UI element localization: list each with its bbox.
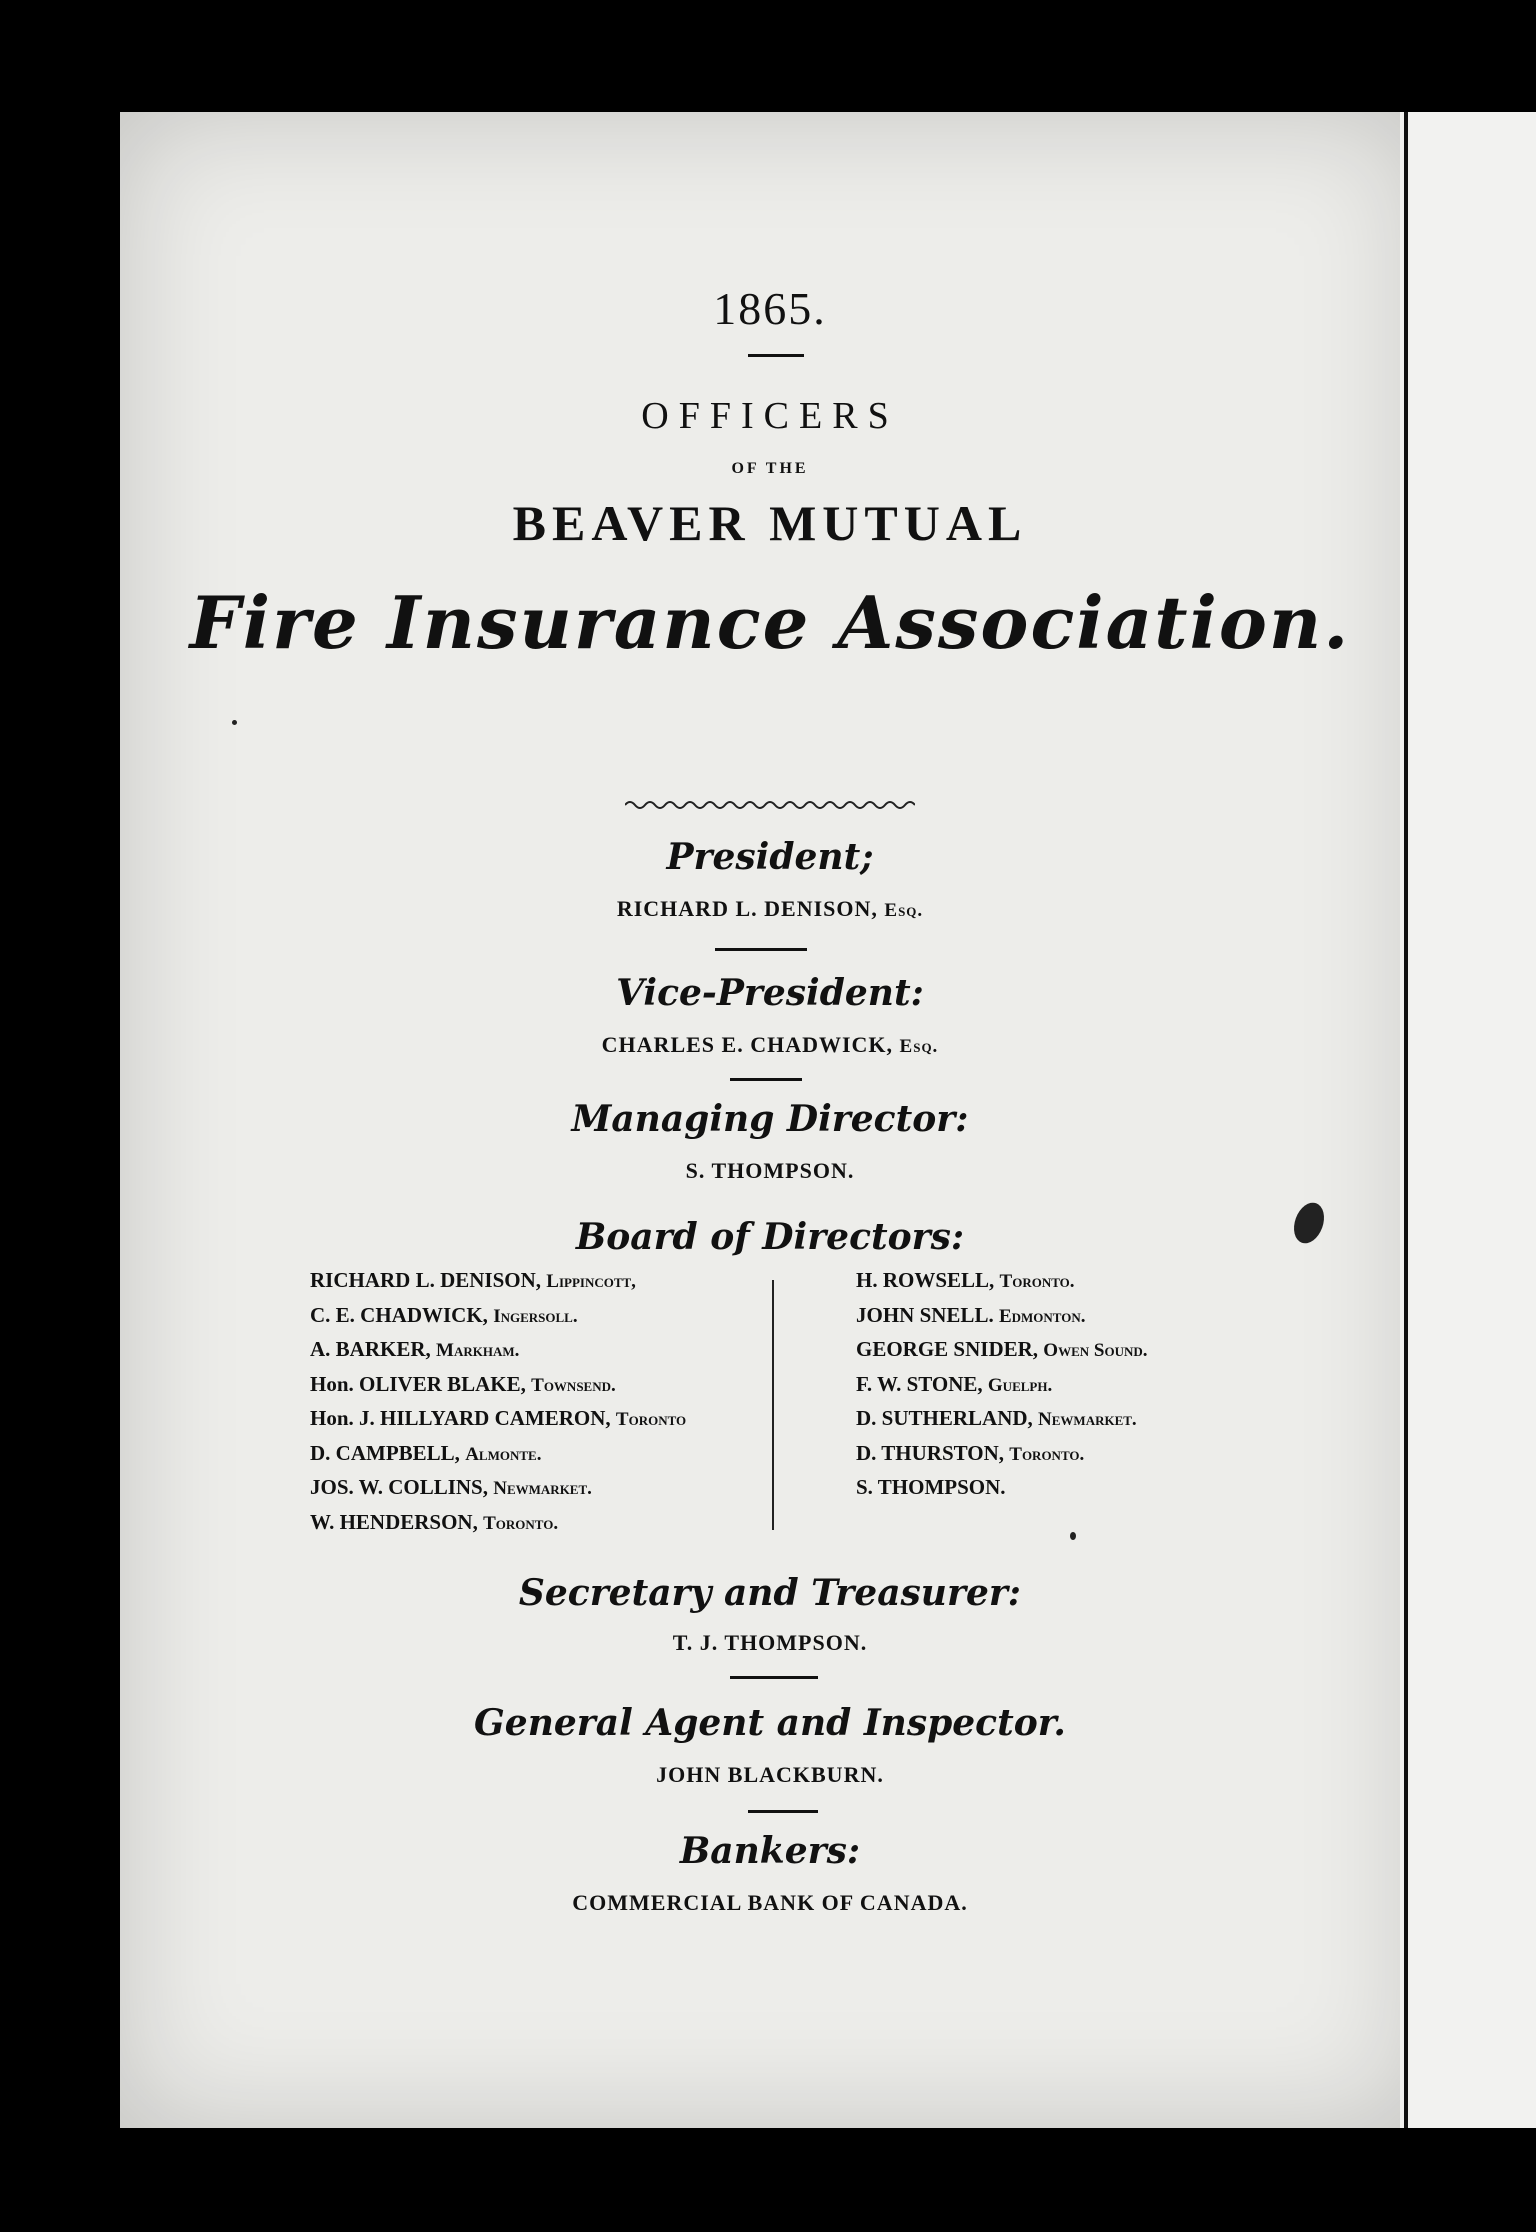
vice-president-heading: Vice-President: — [616, 972, 924, 1014]
year: 1865. — [713, 283, 827, 334]
adjacent-page-edge — [1400, 112, 1536, 2128]
board-right-column — [856, 1264, 1147, 1506]
board-member: JOS. W. COLLINS, Newmarket. — [310, 1475, 592, 1499]
ornamental-rule — [625, 798, 915, 812]
divider — [730, 1676, 818, 1679]
vice-president-name-text: CHARLES E. CHADWICK, — [601, 1032, 894, 1057]
general-agent-name: JOHN BLACKBURN. — [656, 1762, 884, 1787]
divider — [730, 1078, 802, 1081]
divider — [748, 1810, 818, 1813]
board-member: D. CAMPBELL, Almonte. — [310, 1440, 542, 1465]
board-member: Hon. OLIVER BLAKE, Townsend. — [310, 1371, 616, 1396]
bankers-heading: Bankers: — [679, 1830, 861, 1872]
managing-director-heading: Managing Director: — [571, 1098, 969, 1140]
board-member: Hon. J. HILLYARD CAMERON, Toronto — [310, 1406, 687, 1430]
officers-heading: OFFICERS — [641, 395, 899, 437]
ink-speck — [232, 720, 237, 725]
board-member: S. THOMPSON. — [856, 1475, 1006, 1499]
page-edge-line — [1404, 112, 1408, 2128]
ink-speck — [1070, 1532, 1076, 1540]
board-member: H. ROWSELL, Toronto. — [856, 1268, 1075, 1292]
president-suffix: Esq. — [884, 900, 924, 921]
president-name — [120, 896, 1420, 922]
board-member: C. E. CHADWICK, Ingersoll. — [310, 1302, 578, 1327]
board-member: JOHN SNELL. Edmonton. — [856, 1302, 1086, 1327]
board-member: RICHARD L. DENISON, Lippincott, — [310, 1268, 636, 1292]
board-member: A. BARKER, Markham. — [310, 1337, 520, 1361]
bankers-name: COMMERCIAL BANK OF CANADA. — [572, 1890, 968, 1915]
board-member: W. HENDERSON, Toronto. — [310, 1509, 559, 1534]
board-left-column — [310, 1264, 686, 1540]
column-divider — [772, 1280, 774, 1530]
document-page — [120, 112, 1420, 2128]
secretary-heading: Secretary and Treasurer: — [518, 1572, 1022, 1614]
of-the-label: OF THE — [731, 460, 809, 477]
general-agent-heading: General Agent and Inspector. — [474, 1702, 1066, 1744]
board-member: F. W. STONE, Guelph. — [856, 1371, 1053, 1396]
vice-president-suffix: Esq. — [899, 1036, 939, 1057]
president-name-text: RICHARD L. DENISON, — [616, 896, 878, 921]
association-name: Fire Insurance Association. — [189, 580, 1351, 665]
divider — [748, 354, 804, 357]
company-name: BEAVER MUTUAL — [512, 495, 1028, 551]
board-member: D. SUTHERLAND, Newmarket. — [856, 1406, 1137, 1430]
secretary-name: T. J. THOMPSON. — [672, 1630, 868, 1655]
vice-president-name — [120, 1032, 1420, 1058]
president-heading: President; — [666, 836, 874, 878]
divider — [715, 948, 807, 951]
board-member: GEORGE SNIDER, Owen Sound. — [856, 1337, 1148, 1361]
board-heading: Board of Directors: — [575, 1216, 965, 1258]
managing-director-name: S. THOMPSON. — [685, 1158, 855, 1183]
board-member: D. THURSTON, Toronto. — [856, 1440, 1085, 1465]
